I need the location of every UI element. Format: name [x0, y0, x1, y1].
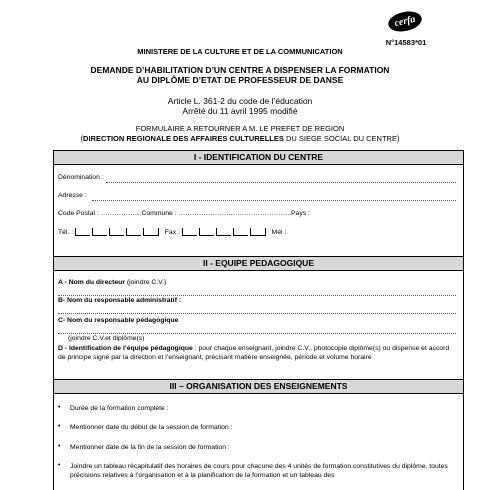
- fax-field[interactable]: [182, 228, 268, 236]
- section-identification-title: I - IDENTIFICATION DU CENTRE: [54, 150, 463, 165]
- director-field[interactable]: [58, 295, 456, 296]
- return-instruction-line1: FORMULAIRE A RETOURNER A M. LE PREFET DE REGION: [135, 124, 345, 133]
- legal-reference-line1: Article L. 361-2 du code de l’éducation: [167, 96, 313, 106]
- section-identification: [53, 150, 464, 257]
- return-drac: DIRECTION REGIONALE DES AFFAIRES CULTURELLES: [83, 134, 284, 143]
- ministry-title: MINISTERE DE LA CULTURE ET DE LA COMMUNICATION: [137, 47, 343, 56]
- list-item: Durée de la formation complète :: [70, 405, 169, 412]
- pedagogical-responsible-field[interactable]: [58, 333, 456, 334]
- director-label-bold: A - Nom du directeur: [58, 279, 125, 286]
- form-number: N°14583*01: [385, 38, 427, 47]
- denomination-field[interactable]: [106, 182, 456, 183]
- return-rest: DU SIEGE SOCIAL DU CENTRE): [283, 134, 400, 143]
- director-label: [58, 279, 166, 286]
- cerfa-logo: [386, 9, 423, 35]
- team-identification: [58, 344, 458, 362]
- bullet-icon: •: [58, 423, 61, 430]
- list-item: Mentionner date de la fin de la session de formation :: [70, 444, 230, 451]
- return-instruction-line2: [0, 134, 480, 143]
- admin-responsible-field[interactable]: [58, 313, 456, 314]
- tel-field[interactable]: [75, 228, 161, 236]
- pedagogical-note: (joindre C.V.et diplôme(s): [68, 335, 145, 342]
- list-item: Mentionner date du début de la session de formation :: [70, 424, 233, 431]
- director-label-note: (joindre C.V.): [124, 279, 167, 286]
- return-open-paren: (: [80, 134, 84, 143]
- code-postal-commune-pays-field[interactable]: Code Postal : ………………Commune : …………………………………………..Pays :: [58, 210, 310, 217]
- section-equipe-pedagogique: [53, 256, 464, 380]
- section-organisation-title: III – ORGANISATION DES ENSEIGNEMENTS: [54, 379, 463, 394]
- bullet-icon: •: [58, 404, 61, 411]
- cerfa-logo-text: cerfa: [393, 13, 417, 30]
- fax-label: Fax :: [164, 228, 180, 236]
- bullet-icon: •: [58, 462, 61, 469]
- admin-responsible-label: B- Nom du responsable administratif :: [58, 297, 182, 304]
- document-title-line1: DEMANDE D’HABILITATION D’UN CENTRE A DISPENSER LA FORMATION: [90, 65, 390, 75]
- bullet-icon: •: [58, 443, 61, 450]
- team-identification-text: : pour chaque enseignant, joindre C.V., photocopie diplôme(s) ou dispense et accord de principe signé par la direction et l’enseignant, précisant matière enseignée, période et volume horaire: [58, 345, 450, 361]
- section-equipe-title: II - EQUIPE PEDAGOGIQUE: [54, 256, 463, 271]
- mel-label: Mél :: [271, 228, 287, 236]
- legal-reference-line2: Arrêté du 11 avril 1995 modifié: [182, 106, 298, 116]
- contact-row: [58, 228, 286, 236]
- team-identification-label: D - Identification de l’équipe pédagogique: [58, 345, 193, 352]
- denomination-label: Dénomination :: [58, 174, 104, 181]
- list-item: Joindre un tableau récapitulatif des horaires de cours pour chacune des 4 unités de formation constitutives du diplôme, toutes précisions relatives à l’organisation et à la planification de la formation et un tableau des: [70, 463, 448, 479]
- adresse-field[interactable]: [92, 200, 456, 201]
- tel-label: Tél. :: [58, 228, 74, 236]
- adresse-label: Adresse :: [58, 192, 87, 199]
- pedagogical-responsible-label: C- Nom du responsable pédagogique: [58, 317, 179, 324]
- document-title-line2: AU DIPLÔME D’ETAT DE PROFESSEUR DE DANSE: [136, 75, 344, 85]
